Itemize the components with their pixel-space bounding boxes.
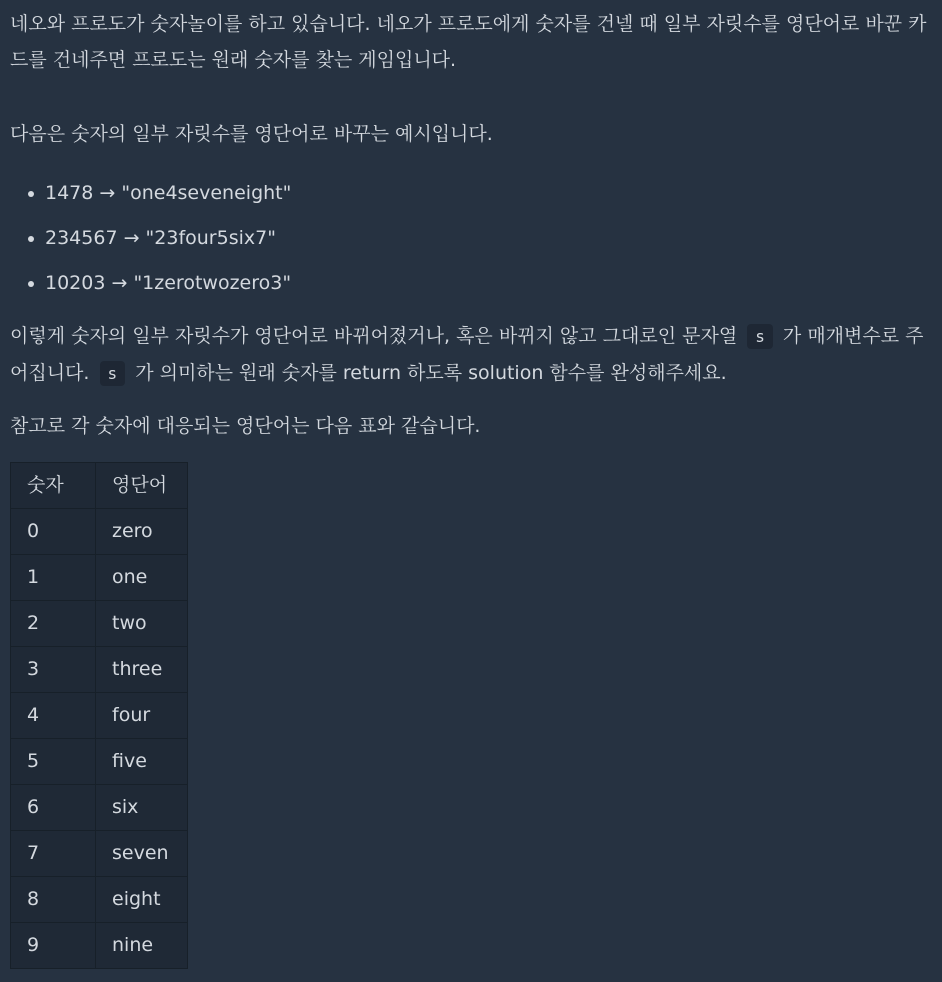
reference-paragraph: 참고로 각 숫자에 대응되는 영단어는 다음 표와 같습니다. — [10, 415, 481, 437]
table-row — [11, 785, 188, 831]
table-row — [11, 877, 188, 923]
cell-digit: 3 — [11, 647, 96, 693]
table-row — [11, 555, 188, 601]
cell-digit: 8 — [11, 877, 96, 923]
inline-code-s: s — [100, 361, 126, 386]
example-intro-paragraph: 다음은 숫자의 일부 자릿수를 영단어로 바꾸는 예시입니다. — [10, 123, 493, 145]
cell-digit: 9 — [11, 923, 96, 969]
list-item: 1478 → "one4seveneight" — [45, 175, 291, 211]
digit-word-table — [10, 462, 188, 969]
cell-word: two — [96, 601, 188, 647]
cell-digit: 4 — [11, 693, 96, 739]
list-item: 10203 → "1zerotwozero3" — [45, 265, 291, 301]
cell-digit: 0 — [11, 509, 96, 555]
table-row — [11, 509, 188, 555]
cell-digit: 2 — [11, 601, 96, 647]
inline-code-s: s — [747, 324, 773, 349]
table-row — [11, 647, 188, 693]
cell-digit: 6 — [11, 785, 96, 831]
table-row — [11, 831, 188, 877]
task-text-part1: 이렇게 숫자의 일부 자릿수가 영단어로 바뀌어졌거나, 혹은 바뀌지 않고 그대로인 문자열 — [10, 325, 738, 347]
cell-word: three — [96, 647, 188, 693]
intro-paragraph: 네오와 프로도가 숫자놀이를 하고 있습니다. 네오가 프로도에게 숫자를 건넬 때 일부 자릿수를 영단어로 바꾼 카드를 건네주면 프로도는 원래 숫자를 찾는 게임입니다. — [10, 13, 927, 71]
cell-word: nine — [96, 923, 188, 969]
task-paragraph — [10, 318, 930, 392]
cell-digit: 7 — [11, 831, 96, 877]
cell-word: six — [96, 785, 188, 831]
list-item: 234567 → "23four5six7" — [45, 220, 291, 256]
cell-digit: 1 — [11, 555, 96, 601]
cell-word: five — [96, 739, 188, 785]
table-row — [11, 693, 188, 739]
table-header-row — [11, 463, 188, 509]
header-digit: 숫자 — [11, 463, 96, 509]
cell-word: zero — [96, 509, 188, 555]
task-text-part2: 가 매개변수로 주어집니다. — [10, 325, 924, 384]
table-row — [11, 601, 188, 647]
example-list — [10, 175, 291, 310]
table-row — [11, 739, 188, 785]
cell-word: four — [96, 693, 188, 739]
cell-word: seven — [96, 831, 188, 877]
header-word: 영단어 — [96, 463, 188, 509]
cell-word: one — [96, 555, 188, 601]
cell-digit: 5 — [11, 739, 96, 785]
cell-word: eight — [96, 877, 188, 923]
task-text-part3: 가 의미하는 원래 숫자를 return 하도록 solution 함수를 완성해주세요. — [135, 362, 727, 384]
table-row — [11, 923, 188, 969]
